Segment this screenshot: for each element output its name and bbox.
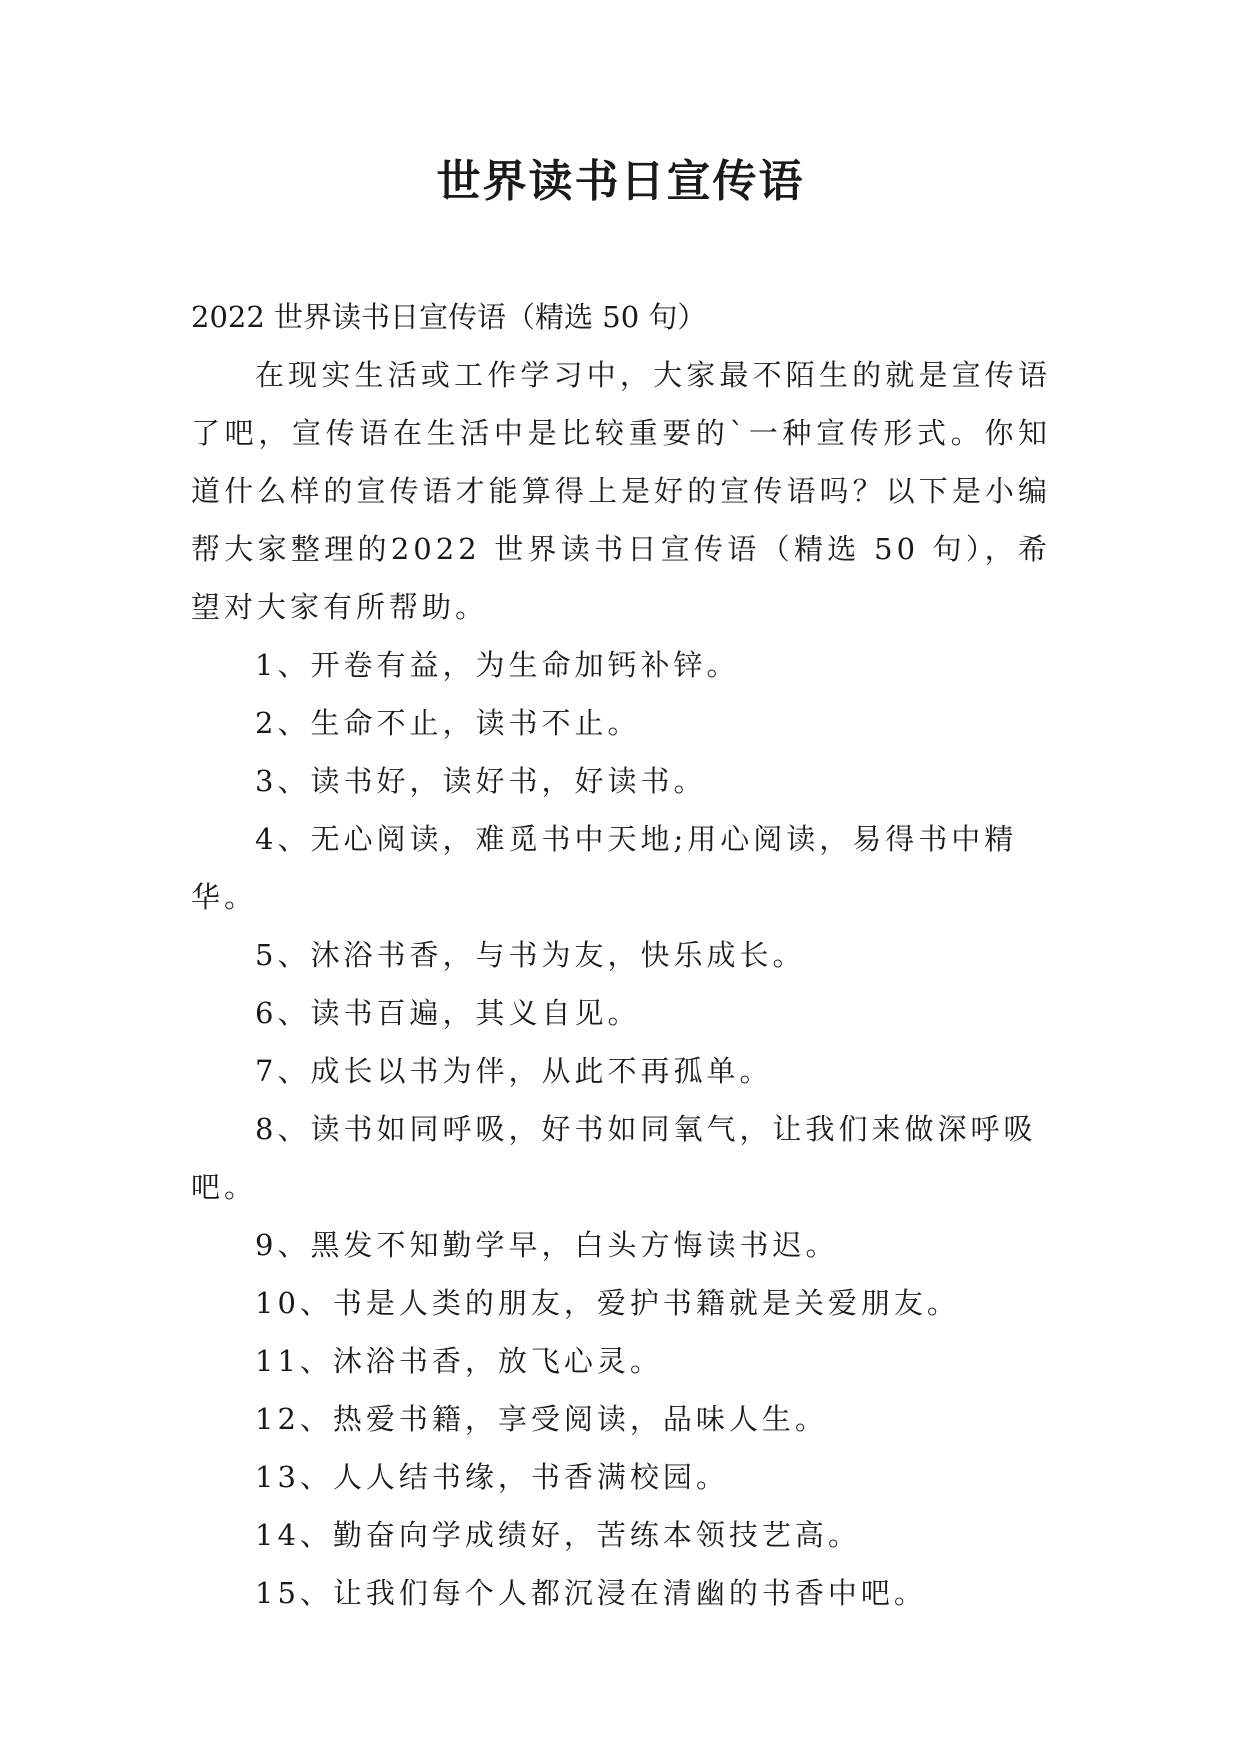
document-subtitle: 2022 世界读书日宣传语（精选 50 句） (191, 300, 707, 334)
slogan-item: 7、成长以书为伴，从此不再孤单。 (255, 1054, 773, 1088)
slogan-item: 12、热爱书籍，享受阅读，品味人生。 (255, 1402, 828, 1436)
document-body (191, 288, 1051, 1622)
slogan-item: 15、让我们每个人都沉浸在清幽的书香中吧。 (255, 1576, 927, 1610)
slogan-item: 1、开卷有益，为生命加钙补锌。 (255, 648, 740, 682)
intro-paragraph: 在现实生活或工作学习中，大家最不陌生的就是宣传语了吧，宣传语在生活中是比较重要的`一种宣传形式。你知道什么样的宣传语才能算得上是好的宣传语吗？以下是小编帮大家整理的2022 世界读书日宣传语（精选 50 句），希望对大家有所帮助。 (191, 358, 1051, 624)
slogan-item: 8、读书如同呼吸，好书如同氧气，让我们来做深呼吸吧。 (191, 1112, 1037, 1204)
slogan-item: 6、读书百遍，其义自见。 (255, 996, 641, 1030)
slogan-item: 13、人人结书缘，书香满校园。 (255, 1460, 729, 1494)
slogan-item: 2、生命不止，读书不止。 (255, 706, 641, 740)
slogan-item: 11、沐浴书香，放飞心灵。 (255, 1344, 663, 1378)
slogan-item: 4、无心阅读，难觅书中天地;用心阅读，易得书中精华。 (191, 822, 1018, 914)
slogan-item: 3、读书好，读好书，好读书。 (255, 764, 707, 798)
slogan-item: 14、勤奋向学成绩好，苦练本领技艺高。 (255, 1518, 861, 1552)
document-title: 世界读书日宣传语 (436, 156, 805, 207)
slogan-item: 9、黑发不知勤学早，白头方悔读书迟。 (255, 1228, 839, 1262)
slogan-item: 5、沐浴书香，与书为友，快乐成长。 (255, 938, 806, 972)
slogan-item: 10、书是人类的朋友，爱护书籍就是关爱朋友。 (255, 1286, 960, 1320)
